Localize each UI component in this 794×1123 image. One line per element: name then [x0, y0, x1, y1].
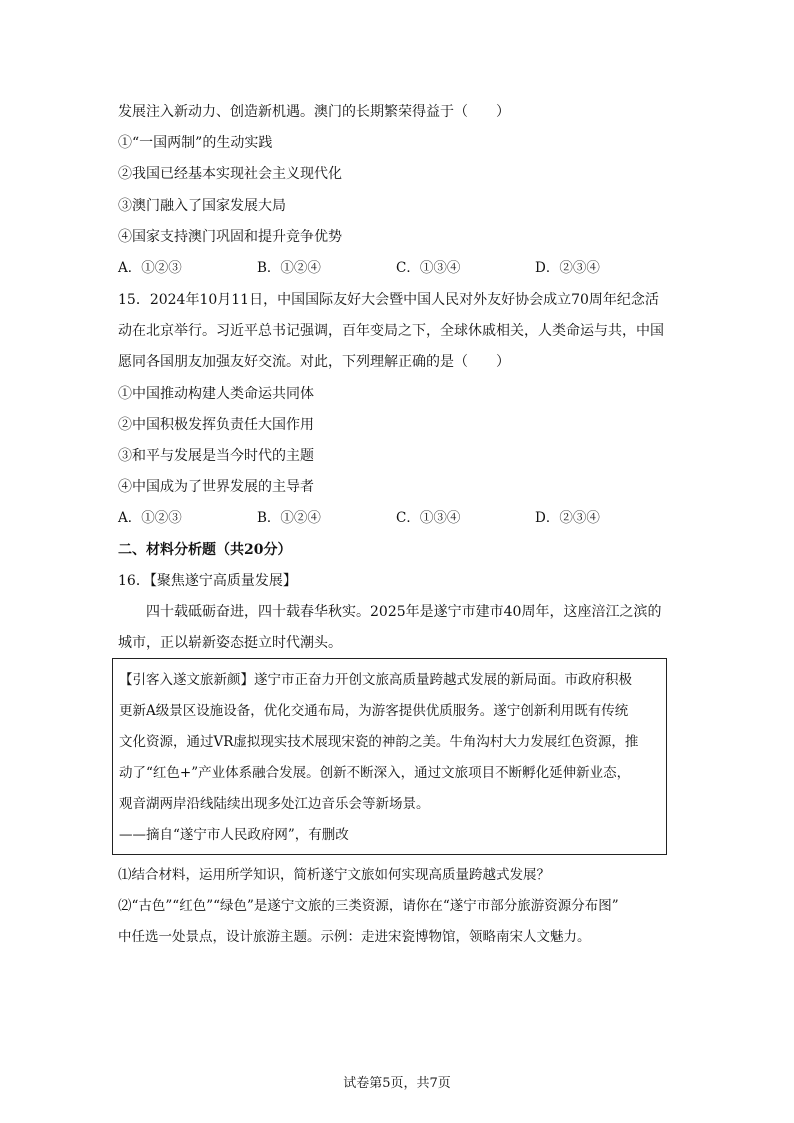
q15-option-c[interactable]: C．①③④: [396, 510, 461, 526]
q16-sub-question-2-line-2: 中任选一处景点，设计旅游主题。示例：走进宋瓷博物馆，领略南宋人文魅力。: [118, 929, 591, 945]
material-line-5: 观音湖两岸沿线陆续出现多处江边音乐会等新场景。: [119, 796, 430, 812]
q15-stem-line-3: 愿同各国朋友加强友好交流。对此，下列理解正确的是（ ）: [118, 354, 510, 370]
q14-option-c[interactable]: C．①③④: [396, 260, 461, 276]
q16-sub-question-2-line-1: ⑵“古色”“红色”“绿色”是遂宁文旅的三类资源，请你在“遂宁市部分旅游资源分布图”: [118, 898, 619, 914]
q14-item-3: ③澳门融入了国家发展大局: [118, 198, 286, 214]
q14-item-4: ④国家支持澳门巩固和提升竞争优势: [118, 229, 342, 245]
q14-item-2: ②我国已经基本实现社会主义现代化: [118, 166, 342, 182]
material-line-1: 【引客入遂文旅新颜】遂宁市正奋力开创文旅高质量跨越式发展的新局面。市政府积极: [119, 672, 632, 688]
material-line-3: 文化资源，通过VR虚拟现实技术展现宋瓷的神韵之美。牛角沟村大力发展红色资源，推: [119, 734, 639, 750]
material-line-4: 动了“红色+”产业体系融合发展。创新不断深入，通过文旅项目不断孵化延伸新业态，: [119, 765, 631, 781]
q15-option-d[interactable]: D．②③④: [535, 510, 600, 526]
q15-item-2: ②中国积极发挥负责任大国作用: [118, 417, 314, 433]
q16-intro-line-2: 城市，正以崭新姿态挺立时代潮头。: [118, 635, 342, 651]
page-footer: 试卷第5页，共7页: [343, 1076, 451, 1091]
q16-intro-line-1: 四十载砥砺奋进，四十载春华秋实。2025年是遂宁市建市40周年，这座涪江之滨的: [146, 604, 662, 620]
q14-option-d[interactable]: D．②③④: [535, 260, 600, 276]
section-title: 二、材料分析题（共20分）: [118, 542, 292, 558]
q15-item-3: ③和平与发展是当今时代的主题: [118, 448, 314, 464]
q15-option-b[interactable]: B．①②④: [257, 510, 321, 526]
q14-item-1: ①“一国两制”的生动实践: [118, 135, 273, 151]
q15-item-4: ④中国成为了世界发展的主导者: [118, 479, 314, 495]
q15-item-1: ①中国推动构建人类命运共同体: [118, 386, 314, 402]
material-line-2: 更新A级景区设施设备，优化交通布局，为游客提供优质服务。遂宁创新利用既有传统: [119, 703, 629, 719]
q16-title: 16．【聚焦遂宁高质量发展】: [118, 573, 297, 589]
material-source: ——摘自“遂宁市人民政府网”，有删改: [119, 827, 349, 843]
q14-option-b[interactable]: B．①②④: [257, 260, 321, 276]
q15-stem-line-2: 动在北京举行。习近平总书记强调，百年变局之下，全球休戚相关，人类命运与共，中国: [118, 323, 664, 339]
q16-sub-question-1: ⑴结合材料，运用所学知识，简析遂宁文旅如何实现高质量跨越式发展？: [118, 867, 550, 883]
q15-stem-line-1: 15．2024年10月11日，中国国际友好大会暨中国人民对外友好协会成立70周年纪念活: [118, 292, 659, 308]
q14-option-a[interactable]: A．①②③: [118, 260, 182, 276]
material-box: [112, 658, 667, 855]
q14-stem-tail: 发展注入新动力、创造新机遇。澳门的长期繁荣得益于（ ）: [118, 104, 510, 120]
q15-option-a[interactable]: A．①②③: [118, 510, 182, 526]
